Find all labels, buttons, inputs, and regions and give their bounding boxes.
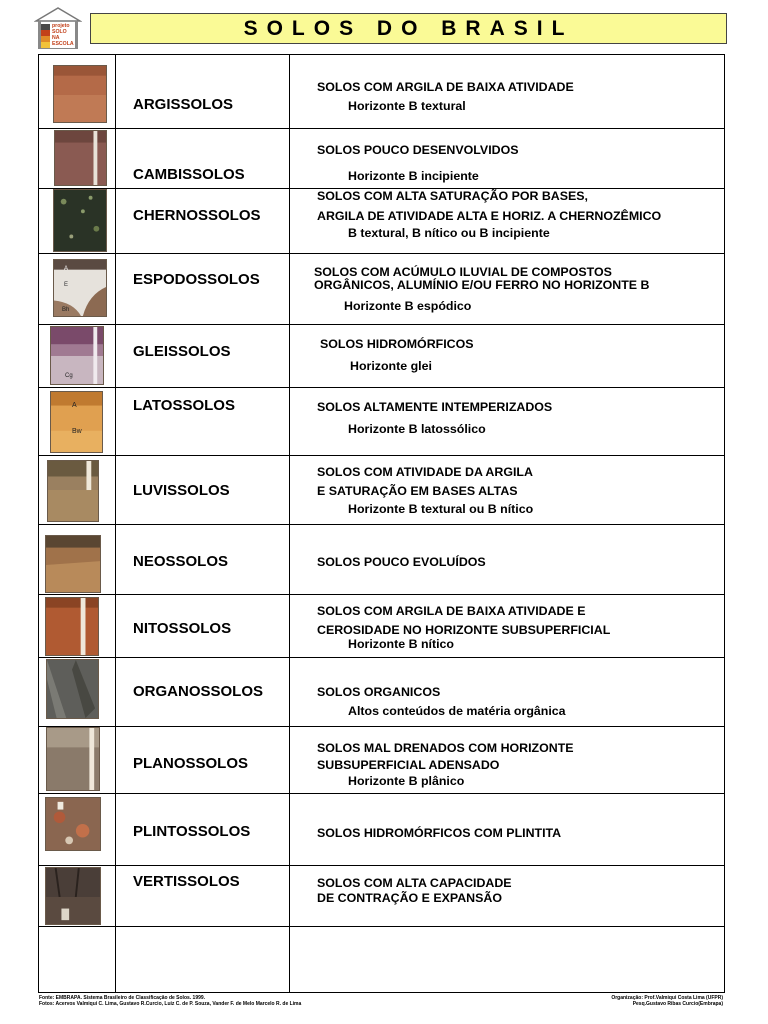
soil-horizon: Horizonte B latossólico	[348, 422, 486, 436]
horizon-label: Bw	[72, 428, 82, 435]
soil-horizon: Horizonte B nítico	[348, 637, 455, 651]
soil-description: SOLOS COM ALTA SATURAÇÃO POR BASES,	[317, 189, 588, 203]
row-divider	[39, 594, 724, 595]
footer-credits: Organização: Prof.Valmiqui Costa Lima (UFPR) Pesq.Gustavo Ribas Curcio(Embrapa)	[611, 995, 723, 1007]
latossolo-photo	[50, 391, 103, 453]
soil-description: ARGILA DE ATIVIDADE ALTA E HORIZ. A CHERNOZÊMICO	[317, 209, 662, 223]
neossolo-photo	[45, 535, 101, 593]
soil-name: VERTISSOLOS	[133, 873, 240, 890]
row-divider	[39, 524, 724, 525]
soil-description: SOLOS ORGANICOS	[317, 685, 441, 699]
soil-description: SOLOS COM ACÚMULO ILUVIAL DE COMPOSTOS	[314, 265, 612, 279]
horizon-label: Bh	[62, 307, 70, 313]
cambissolo-photo	[54, 130, 107, 186]
gleissolo-photo	[50, 326, 104, 385]
soil-horizon: B textural, B nítico ou B incipiente	[348, 226, 550, 240]
espodossolo-photo	[53, 259, 107, 317]
vertissolo-photo	[45, 867, 101, 925]
row-divider	[39, 726, 724, 727]
soil-description: ORGÂNICOS, ALUMÍNIO E/OU FERRO NO HORIZONTE B	[314, 278, 650, 292]
plintossolo-photo	[45, 797, 101, 851]
soil-horizon: Altos conteúdos de matéria orgânica	[348, 704, 566, 718]
soil-name: PLINTOSSOLOS	[133, 823, 251, 840]
soil-horizon: Horizonte B plânico	[348, 774, 465, 788]
horizon-label: A	[64, 266, 69, 272]
soil-name: ARGISSOLOS	[133, 96, 234, 113]
logo-text: projeto SOLO NA ESCOLA	[52, 23, 74, 47]
soil-name: PLANOSSOLOS	[133, 755, 249, 772]
row-divider	[39, 387, 724, 388]
argissolo-photo	[53, 65, 107, 123]
soil-name: CAMBISSOLOS	[133, 166, 245, 183]
chernossolo-photo	[53, 189, 107, 252]
row-divider	[39, 793, 724, 794]
soil-description: SOLOS HIDROMÓRFICOS	[320, 337, 474, 351]
soil-description: SUBSUPERFICIAL ADENSADO	[317, 758, 500, 772]
soil-description: SOLOS MAL DRENADOS COM HORIZONTE	[317, 741, 574, 755]
soil-horizon: Horizonte B incipiente	[348, 169, 479, 183]
soil-name: GLEISSOLOS	[133, 343, 231, 360]
organossolo-photo	[46, 659, 99, 719]
row-divider	[39, 324, 724, 325]
row-divider	[39, 128, 724, 129]
soil-horizon: Horizonte B textural ou B nítico	[348, 502, 534, 516]
footer-source: Fonte: EMBRAPA. Sistema Brasileiro de Classificação de Solos. 1999. Fotos: Acervos Valmiqui C. Lima, Gustavo R.Curcio, Luiz C. de P. Souza, Vander F. de Melo Marcelo R. de Lima	[39, 995, 302, 1007]
soil-horizon: Horizonte B textural	[348, 99, 466, 113]
row-divider	[39, 926, 724, 927]
soil-description: SOLOS ALTAMENTE INTEMPERIZADOS	[317, 400, 553, 414]
row-divider	[39, 253, 724, 254]
soil-description: SOLOS COM ALTA CAPACIDADE	[317, 876, 512, 890]
soil-name: LUVISSOLOS	[133, 482, 230, 499]
planossolo-photo	[46, 727, 100, 791]
projeto-solo-na-escola-logo	[34, 7, 82, 49]
row-divider	[39, 455, 724, 456]
soil-description: SOLOS POUCO EVOLUÍDOS	[317, 555, 486, 569]
soil-name: ESPODOSSOLOS	[133, 271, 260, 288]
horizon-label: A	[72, 402, 77, 409]
soil-classification-table	[38, 54, 725, 993]
soil-description: SOLOS COM ARGILA DE BAIXA ATIVIDADE E	[317, 604, 586, 618]
horizon-label: E	[64, 282, 69, 288]
nitossolo-photo	[45, 597, 99, 656]
row-divider	[39, 657, 724, 658]
soil-name: LATOSSOLOS	[133, 397, 235, 414]
soil-description: E SATURAÇÃO EM BASES ALTAS	[317, 484, 518, 498]
luvissolo-photo	[47, 460, 99, 522]
soil-name: ORGANOSSOLOS	[133, 683, 264, 700]
soil-name: NITOSSOLOS	[133, 620, 232, 637]
soil-name: CHERNOSSOLOS	[133, 207, 261, 224]
page-title: SOLOS DO BRASIL	[243, 16, 574, 40]
soil-horizon: Horizonte B espódico	[344, 299, 472, 313]
soil-description: SOLOS POUCO DESENVOLVIDOS	[317, 143, 519, 157]
soil-name: NEOSSOLOS	[133, 553, 229, 570]
row-divider	[39, 865, 724, 866]
horizon-label: Cg	[65, 373, 73, 379]
title-banner	[90, 13, 727, 44]
soil-description: CEROSIDADE NO HORIZONTE SUBSUPERFICIAL	[317, 623, 611, 637]
soil-description: SOLOS COM ARGILA DE BAIXA ATIVIDADE	[317, 80, 574, 94]
soil-description: SOLOS COM ATIVIDADE DA ARGILA	[317, 465, 533, 479]
soil-description: SOLOS HIDROMÓRFICOS COM PLINTITA	[317, 826, 562, 840]
soil-horizon: Horizonte glei	[350, 359, 432, 373]
soil-description: DE CONTRAÇÃO E EXPANSÃO	[317, 891, 502, 905]
